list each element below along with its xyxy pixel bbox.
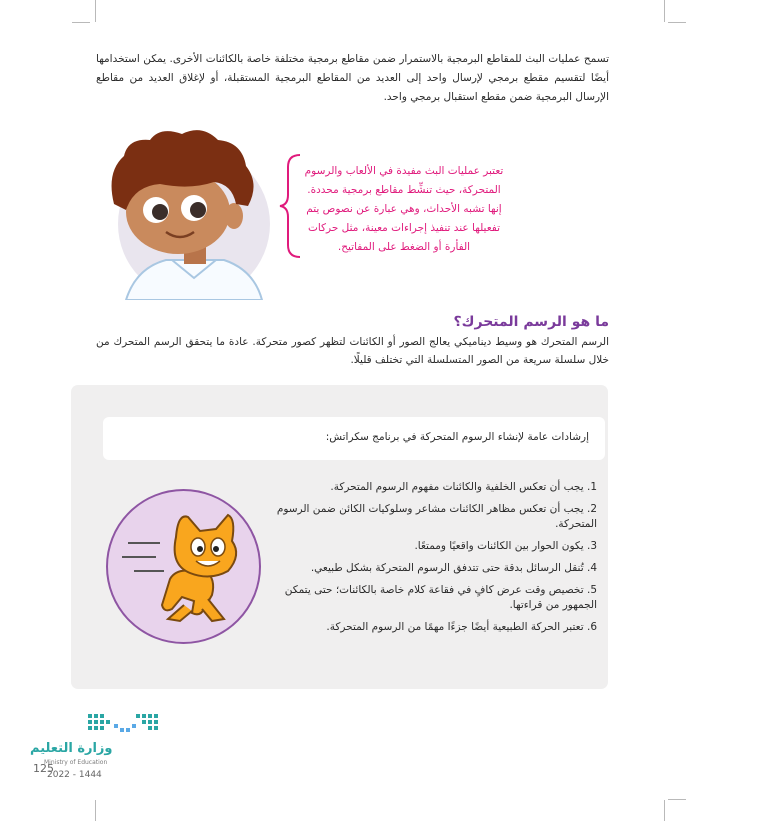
crop-mark — [72, 22, 90, 23]
crop-mark — [95, 800, 96, 821]
crop-mark — [664, 800, 665, 821]
crop-mark — [664, 0, 665, 22]
guidelines-list — [272, 480, 597, 642]
boy-illustration — [86, 128, 276, 300]
guideline-item: 1. يجب أن تعكس الخلفية والكائنات مفهوم الرسوم المتحركة. — [330, 481, 597, 493]
guideline-item: 2. يجب أن تعكس مظاهر الكائنات مشاعر وسلوكيات الكائن ضمن الرسوم المتحركة. — [276, 503, 597, 530]
guidelines-title: إرشادات عامة لإنشاء الرسوم المتحركة في برنامج سكراتش: — [325, 431, 589, 443]
guideline-item: 3. يكون الحوار بين الكائنات واقعيًا وممتعًا. — [414, 540, 597, 552]
crop-mark — [95, 0, 96, 22]
page-number: 125 — [33, 762, 54, 775]
crop-mark — [668, 22, 686, 23]
guidelines-header — [103, 417, 605, 460]
scratch-cat-icon — [120, 509, 260, 623]
ministry-logo-icon — [86, 712, 166, 736]
guideline-item: 4. تُنقل الرسائل بدقة حتى تتدفق الرسوم المتحركة بشكل طبيعي. — [310, 562, 597, 574]
section-heading: ما هو الرسم المتحرك؟ — [453, 314, 609, 330]
guideline-item: 5. تخصيص وقت عرض كافٍ في فقاعة كلام خاصة بالكائنات؛ حتى يتمكن الجمهور من قراءتها. — [284, 584, 597, 611]
ministry-name-ar: وزارة التعليم — [30, 741, 113, 756]
brace-bracket — [278, 153, 304, 259]
tip-callout: تعتبر عمليات البث مفيدة في الألعاب والرسوم المتحركة، حيث تنشِّط مقاطع برمجية محددة. إنها تشبه الأحداث، وهي عبارة عن نصوص يتم تفعيلها عند تنفيذ إجراءات معينة، مثل حركات الفأرة أو الضغط على المفاتيح. — [304, 165, 504, 253]
section-paragraph: الرسم المتحرك هو وسيط ديناميكي يعالج الصور أو الكائنات لتظهر كصور متحركة. عادة ما يتحقق الرسم المتحرك من خلال سلسلة سريعة من الصور المتسلسلة التي تختلف قليلًا. — [96, 336, 609, 366]
edition-year: 2022 - 1444 — [47, 770, 102, 780]
guideline-item: 6. تعتبر الحركة الطبيعية أيضًا جزءًا مهمًا من الرسوم المتحركة. — [326, 621, 597, 633]
crop-mark — [668, 799, 686, 800]
intro-paragraph: تسمح عمليات البث للمقاطع البرمجية بالاستمرار ضمن مقاطع برمجية مختلفة خاصة بالكائنات الأخرى. يمكن استخدامها أيضًا لتقسيم مقطع برمجي لإرسال واحد إلى العديد من المقاطع البرمجية المستقبلة، أو لإغلاق العديد من مقاطع الإرسال البرمجية ضمن مقطع استقبال برمجي واحد. — [96, 53, 609, 103]
ministry-name-en: Ministry of Education — [44, 759, 108, 766]
